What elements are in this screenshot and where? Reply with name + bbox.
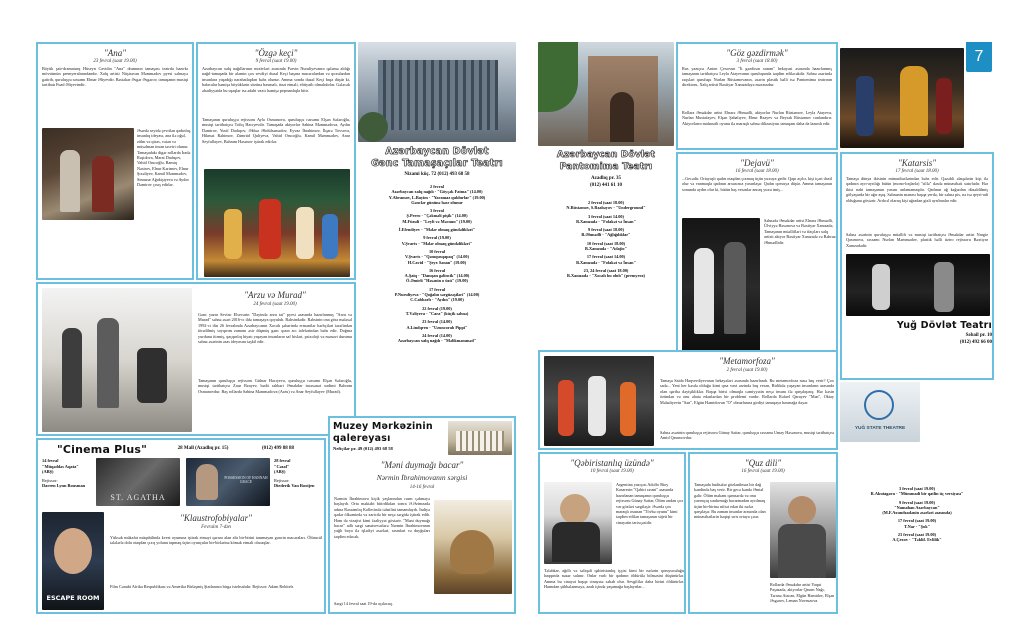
schedule-entry [358, 333, 516, 344]
article-title: "Quz dili" [744, 458, 782, 468]
schedule-line: Azərbaycan xalq nağılı - "Göyçək Fatma" (14.00) [391, 189, 483, 195]
theatre-name: Azərbaycan Dövlət [556, 150, 656, 160]
theatre-address: Səbail pr. 10 [965, 333, 992, 338]
article-body: Tamaşa Saida Haqverdiyevanın hekayələri əsasında hazırlanıb. Bu metamorfoza nəsə baş verir? Çox sadə... Yeni her kəsdə olduğu kimi qısa vaxt ərzində baş verən, Birlikdə yaşayan insanların arasında olan qəribə dəyişikliklər. Başqa birisi olmaqla cəmiyyətin neçə insanı ilə qarşılaşırıq. Hər kəsin özündən və onu əhatə edənlərdən bir problemi vardır. Rollarda Rəfael Qarayev "Mən", Oktay Məhəliyevin "Sən", Elgün Həmidovun "O" obrazlarına girdiyi tamaşaya baxmağa dəyər. [660, 378, 834, 405]
schedule-date: 2 fevral (saat 18.00) [587, 200, 625, 205]
article-date: 9 fevral (saat 19.00) [255, 59, 297, 64]
goz-gezdirmek-photo [840, 48, 964, 148]
cinema-name: "Cinema Plus" [56, 443, 148, 456]
schedule-date: 9 fevral (19.00) [423, 235, 451, 241]
schedule-line: A.Çexov - "Təklif. Evlilik" [892, 537, 942, 543]
schedule-date: 2 fevral [430, 184, 444, 189]
gallery-name: Muzey Mərkəzinin [333, 421, 433, 432]
schedule-line: T.Vəliyeva - "Cara" (küçik səhnə) [405, 310, 469, 316]
schedule-entry [840, 532, 994, 543]
film-director-label: Rejissor: [274, 477, 290, 483]
qebiristanliq-article [538, 452, 686, 614]
article-body: Film Cənubi Afrika Respublikası və Amerika Birləşmiş Ştatlarının birgə istehsalıdır. Rejissor: Adam Robitels [110, 584, 294, 589]
article-title: "Arzu və Murad" [244, 290, 306, 300]
katarsis-photo [846, 254, 990, 316]
schedule-date: 10 fevral (saat 18.00) [586, 240, 626, 246]
film-info [42, 458, 92, 489]
cinema-address: 28 Mall (Azadlıq pr. 15) [177, 446, 229, 451]
schedule-line: V.Şvarts - "Mələr olmaq gündəlikləri" [401, 240, 473, 246]
dejavu-article [676, 152, 838, 380]
article-body: Səhnədə Əməkdar artist Elnarə Əhmədli, Ülviyyə Həsənova və Bəxtiyar Xanızadə, Tamaşanın müəllifləri və ifaçıları xalq artisti aktyor Bəxtiyar Xanızadə və Bəhruz Əhmədlidir. [764, 218, 836, 245]
article-date: 16 fevral (saat 18.00) [735, 169, 779, 174]
article-body: Nərmin İbrahimova kiçik yaşlarından rəsm çəkməyə başlayıb. Orta məktəbi bitirdikdən sonra Ə.Əzimzadə adına Rəssamlıq Kollecində təhsilini tamamlayıb. İndiyə qədər ölkəmizdə və xaricdə bir neçə sərgidə iştirak edib. Ham də vizajist kimi fəaliyyət göstərir. "Məni duymağı bacar" adlı sərgi sənətsevərlərə Nərmin İbrahimovanın yağlı boya ilə işlədiyi əsərləri, rəsmləri və duyğuları təqdim edəcək. [334, 496, 430, 539]
film-country: (ABŞ) [274, 469, 286, 475]
schedule-line: B.Xanızadə - "Adajio" [585, 246, 627, 252]
schedule-line: B.Xanızadə - "Xocalı bu olub" (premyera) [567, 273, 645, 279]
theatre-phone: (012) 492 66 00 [959, 340, 992, 345]
cinema-plus-section [36, 438, 326, 614]
article-footer: Sərgi 14 fevral saat 19-da açılacaq. [334, 601, 393, 606]
schedule-date: 16 fevral [428, 267, 446, 273]
page-number: 7 [966, 42, 992, 72]
schedule-date: 9 fevral (saat 19.00) [898, 499, 936, 505]
painting-photo [434, 500, 512, 594]
schedule-line: A.Şaiq - "Danışan gəlincik" (14.00) [404, 273, 470, 279]
article-title: "Göz gəzdirmək" [726, 48, 788, 58]
film-director: Diederik Van Rooijen [274, 483, 315, 489]
sign-text: YUĞ STATE THEATRE [854, 426, 906, 431]
poster-title: ST. AGATHA [110, 493, 166, 502]
article-title: "Klaustrofobiyalar" [180, 513, 252, 523]
theatre-yug-schedule [840, 486, 994, 614]
theatre-name: Pantomima Teatrı [559, 162, 653, 172]
schedule-line: Azərbaycan xalq nağılı - "Məlikməmməd" [397, 338, 477, 344]
schedule-line: Ş.Perro - "Çəkməli pişik" (14.00) [406, 213, 468, 219]
theatre-address: Azadlıq pr. 35 [591, 176, 621, 181]
theatre-name: Gənc Tamaşaçılar Teatrı [371, 158, 503, 169]
film-date: 14 fevral [42, 458, 59, 463]
schedule-line: B.Xanızadə - "Folakət və İnsan" [576, 218, 636, 224]
schedule-line: C.Cabbarlı - "Aydın" (19.00) [410, 297, 464, 303]
article-date: 17 fevral (saat 18.00) [895, 169, 939, 174]
schedule-line: (M.F.Axundzadənin əsərləri əsasında) [882, 510, 952, 516]
article-body: Azərbaycan xalq nağıllarının motivləri əsasında Pərvin Nuruliyevanın qələmə aldığı nağıl-tamaşada bir aləmin çox sevdiyi duzəl Keçi başına macəralardan və qoxulardan insanlara yaşadığı narahatlıqdan bəhs olunur. Amma sonda duzəl Keçi başa düşür ki, balacalar həmişə böyüklərin sözünə baxmalı, itaət etməli, ehtiyatlı olmalıdırlar. Gələcək əbədiyyatda bu uşaqlar isə ədəbi vaxtı həmişə peşmanlıqla bitir. [202, 66, 350, 93]
schedule-line: N.Rüstəmov, S.Rzabəyov - "Underground" [566, 205, 646, 211]
article-title: "Metamorfoza" [719, 356, 775, 366]
schedule-line: T.Nar - "Şok" [904, 523, 930, 529]
article-date: 2 fevral (saat 19.00) [726, 368, 768, 373]
article-body: Tələbkar, ağıllı və səliqəli qəbiristanlıq işçisi kimi bir nəfərin qoruyuculuğu haqqında nəzər salınır. Onlar varlı bir qadının öldürülə bilməsini düşünürlər. Amma bu cinayət başqa cinayətə səbəb olur. Sevgililər daha birini öldürürlər. Hamıdan şübhələnməyə, azab içində yaşamağa başlayırlar... [544, 568, 684, 590]
qebiristanliq-photo [544, 482, 612, 564]
schedule-line: V.Şvarts - "Qəmqusqapaq" (14.00) [404, 254, 470, 260]
katarsis-article [840, 152, 994, 380]
schedule-date: 23, 24 fevral (saat 18.00) [583, 267, 629, 273]
theatre-address: Nizami küç. 72 (012) 493 68 58 [404, 172, 470, 177]
gallery-building-photo [448, 421, 512, 455]
article-date: 24 fevral (saat 19.00) [253, 302, 297, 307]
ozge-keci-article [196, 42, 356, 280]
schedule-entry [358, 306, 516, 317]
schedule-line: Ö.Əmirli "Həsənin o üzü" (19.00) [406, 278, 468, 284]
film-director-label: Rejissor: [42, 477, 58, 483]
film-title: "Cəzal" [274, 463, 290, 469]
gallery-address: Neftçilər pr. 49 (012) 493 68 58 [333, 446, 393, 451]
article-body: Rus yazıçısı Anton Çexovun "İt gəzdirən xanım" hekayəsi əsasında hazırlanmış tamaşanın tərtibatçısı Leyla Atayevanın quruluşunda təqdim ediləcəkdir. Səhnə əsərində rəqsləri quruluşu Nurlan Rüstəmovanın, əsərin plastik həlli isə Pantomima teatrının direktoru, Xalq artisti Bəxtiyar Xanızadəyə məxsusdur. [682, 66, 832, 88]
theatre-pantomima-section [538, 42, 674, 217]
left-page [36, 42, 516, 614]
schedule-date: 23 fevral (saat 19.00) [897, 532, 937, 538]
schedule-line: A.Lindqren - "Uzuncorab Pippi" [406, 324, 468, 330]
schedule-entry [538, 214, 674, 225]
schedule-line: M.Füzuli - "Leyli və Məcnun" (19.00) [402, 218, 472, 224]
schedule-date: 3 fevral (saat 14.00) [587, 213, 625, 219]
article-body: Böyük şair-dramaturq Hüseyn Cavidin "Ana" dramının tamaşası teatrda hazırkı mövsümün premyeralarındandır. Xalq artisti Nüşirəvan Məmmədov pyesi səhnəyə gətirib, quruluşçu rəssamı Elmar Əliyevdir. Bəstəkar Əsgər Əsgərov, tamaşanın musiqi tərtibatı Fuad Əliyevindir. [42, 66, 188, 88]
schedule-date: 17 fevral (saat 19.00) [897, 518, 937, 524]
schedule-entry [840, 486, 994, 497]
article-body: Yüksək mükafat müqabilində kvest oyununa iştirak etməyi qərara alan altı bir-birini tanımayan gəncin macəraları. Ölümcül tələlərlə dolu otaqdan çıxış yolunu tapmaq üçün oyunçular bir-birlərinə kömək etməli olacaqlar. [110, 535, 322, 546]
film-poster [96, 458, 180, 506]
theatre-building-photo [358, 42, 516, 142]
article-body: Tamaşanın quruluşçu rejissoru Gülnar Hacıyeva, quruluşçu rəssamı Elşən Səfəroğlu, musiqi tərtibatçısı Zaur Rzayev, bədii rəhbəri Əməkdar incəsənət xadimi Bəhram Osmanovdur. Baş rollarda Sabina Məmmədova (Arzu) və Anar Seyfullayev (Murad). [198, 378, 352, 394]
schedule-date: 24 fevral (14.00) [422, 332, 452, 338]
ana-photo [42, 128, 134, 220]
article-body: ...Gecədir. Ortayaşlı qadın otaqdan çıxmaq üçün yuxuya gedir. Qapı açılır, kişi içəri daxil olur və vanmaqla qadının arxasınca yaxınlaşır. Qadın qorxuya düşür. Amma tamaşanın sonunda aydın olur ki, bütün baş verənlər ancaq yuxu imiş... [682, 176, 832, 192]
schedule-entry [538, 268, 674, 279]
article-body: Səhnə əsərinin quruluşçu müəllifi və musiqi tərtibatçısı Əməkdar artist Nargiz Qasımova, rəssamı Nurlan Məmmədov, plastik həlli tiztro rejissoru Bəxtiyar Xanızadədir. [846, 232, 988, 248]
film-date: 28 fevral [274, 458, 291, 463]
dejavu-photo [682, 218, 760, 356]
schedule-entry [358, 268, 516, 284]
schedule-entry [358, 319, 516, 330]
poster-title: ESCAPE ROOM [46, 594, 100, 602]
schedule-line: B.Əhmədli - "Ağlığılıklar" [581, 232, 631, 238]
schedule-date: 17 fevral (saat 14.00) [586, 254, 626, 260]
goz-gezdirmek-article [676, 42, 838, 150]
muzey-section [328, 416, 516, 614]
schedule-line: Y.Abramov, L.Bayim - "Yaramaz quldurlar" (19.00) [388, 194, 486, 200]
article-body: Gənc yazar Sevinc Elsevərin "Dəyində arzu tat" pyesi əsasında hazırlanmış "Arzu və Murad" səhnə əsəri 2016-cı ildə tamaşaya qoyulub. Bəhsindədir. Rəbsinin ona görə mələsəl 1992-ci ilin 26 fevralında Azərbaycanın Xocalı şəhərində ermənilər hərbçiləri tərəfindən törədilmiş soyqırım zamanı əsir düşmüş gənc qızın acı talelərindən bəhs edir. Doğma yurdunu itirmiş, qaçqınlıq hiyatı yaşayan insanların saf hisləri, psixoloji və mənəvi durumu səhnə əsərinin əsas ideyasını təşkil edir. [198, 312, 352, 345]
schedule-entry [358, 208, 516, 224]
article-body: Tamaşada hadisələr gözlənilməz bir dağ kəndində baş verir. Bir gecə kəndə Əmtəl gəlir. Ölüm məkanı qəmsərdə və onu yarımçıq sındırmağı bacarmadan ayrılmaq üçün bir-birinə nifrət edən iki nəfər qarşılaşır. Bu zaman insanlar arasında olan münasibətlərin həqiqi sırrı ortaya çıxır. [694, 482, 766, 520]
schedule-entry [358, 235, 516, 246]
schedule-line: P.Nuruliyeva - "Qoğalın sərgüzəştləri" (14.00) [394, 292, 480, 298]
schedule-date: 17 fevral [428, 286, 446, 292]
schedule-date: 3 fevral [430, 208, 444, 214]
article-body: Səhnə əsərinin quruluşçu rejissoru Günay Səttar, quruluşçu rəssamı Umay Həsənova, musiqi tərtibatçısı Amid Qasımovdur. [660, 430, 834, 441]
article-title: "Qəbiristanlıq üzündə" [570, 458, 654, 468]
schedule-entry [538, 227, 674, 238]
theatre-building-photo [538, 42, 674, 146]
film-poster [186, 458, 270, 506]
schedule-entry [358, 184, 516, 205]
schedule-line: İ.Efendiyev - "Mələr olmaq gündəlikləri" [398, 227, 476, 233]
article-date: 10 fevral (saat 19.00) [590, 469, 634, 474]
article-body: Tamaşanın quruluşçu rejissoru Ayla Osmanova, quruluşçu rəssamı Elşən Səfəroğlu, musiqi tərtibatçısı Tofiq Hacıyevdir. Tamaşada aktyorlar Sabina Məmmədova, Aydın Dəmirov, Yusif Dadaşov, Əkbər Əbdülsəmədov, Eyvaz İbrahimov, İlqarə Tovsova, Hikmət Rəhimov, Zümrüd Quliyeva, Vahid Orucoğlu, Kamil Məmmədov, Anar Seyfullayev, Bəhram Həsənov iştirak edirlər. [202, 117, 350, 144]
schedule-date: 22 fevral (19.00) [422, 305, 452, 311]
theatre-pantomima-schedule [538, 200, 674, 350]
article-body: Əsərdə seyidə çevrilən qadınlıq, insanlıq ideyası, ana ilə oğul, zülm və qisas, vətən və müsəlman insan təsviri olunur. Tamaşadakı digər rollarda İradə Rəşidova, Marat Dadaşov, Vahid Orucoğlu, Ramiq Nəsirov, Elnur Kərimov, Elnur Şıxəliyev, Kamil Məmmədov, Simuzər Ağakişiyeva və Aydın Dəmirov çıxış edirlər. [137, 128, 191, 188]
article-date: 3 fevral (saat 18.00) [736, 59, 778, 64]
film-title: "Müqəddəs Aqata" [42, 463, 79, 469]
article-body: Rollara Əməkdar artist Elnarə Əhmədli, aktyorlar Nurlan Rüstəmov, Leyla Atayeva, Nurlan Mustafayev, Elşən Şahalıyev, Elnur Rzayev və Beyrək Rüstəmov canlandırır. Aktyorların maharətli oyunu ilə maraqlı səhnə dilizasiyası tamaşanı daha da lazımlı edir. [682, 110, 832, 126]
schedule-entry [538, 241, 674, 252]
article-date: 23 fevral (saat 19.00) [93, 59, 137, 64]
quz-dili-article [688, 452, 838, 614]
film-country: (ABŞ) [42, 469, 54, 475]
arzu-murad-photo [42, 288, 192, 432]
schedule-entry [840, 500, 994, 516]
article-subtitle: Nərmin İbrahimovanın sərgisi [376, 473, 468, 482]
schedule-line: H.Cavid - "Şeyx Sənan" (19.00) [407, 259, 467, 265]
ana-article [36, 42, 194, 280]
schedule-line: R.Akutagava - "Mümmadi bir qatlin üç versiyası" [870, 491, 964, 497]
theatre-name: Azərbaycan Dövlət [385, 146, 489, 157]
article-title: "Dejavü" [740, 158, 774, 168]
schedule-line: Gənclər gününə həsr olunur [411, 199, 463, 205]
article-date: 14-16 fevral [409, 485, 435, 490]
ozge-keci-photo [204, 169, 350, 277]
metamorfoza-photo [544, 356, 654, 446]
schedule-entry [358, 227, 516, 232]
article-body: Argentina yazıçısı Adolfo Bioy Kasaresin "Qəbiri rəsmi" əsasında hazırlanan tamaşanın quruluşçu rejissoru Günay Səttar, Ölüm ondan çox var gözləri sərgiləşir. Əsərdə çox maraqlı oxunan "Tövbə oyunu" kimi təqdim edilən tamaşanın süjeti bir cinayətin tarixçəsidir. [616, 482, 684, 525]
article-body: Tamaşa dünya ikisinin münasibətlərindən bəhs edir. Qəzəbli əlaqələrin kişi ilə qadının ayrı-ayrılığı bütün (mono-loqlarla) "sillə" dəsdə münasibəti xatırladır. Hər ikisi nahi tamaşamın yaxını anlamamaqdır. Qadının ağ kağızdan düzəldilmiş gölyaşarda bir ağır aşıq. Səhnənin mənası başqa yerdə, bir səhnə pis, nə isə qeyri-adi olduğunu göstərir. Ardıcıl olaraq kişi uğradan gizli ayrılmalar edir. [846, 176, 988, 203]
article-date: 16 fevral (saat 19.00) [741, 469, 785, 474]
quz-dili-photo [770, 482, 836, 578]
schedule-line: "Namahan Azərbaycan" [894, 504, 940, 510]
schedule-date: 9 fevral (saat 18.00) [587, 227, 625, 233]
schedule-date: 3 fevral (saat 19.00) [898, 486, 936, 491]
article-title: "Məni duymağı bacar" [380, 460, 464, 470]
cinema-phone: (012) 499 88 88 [261, 446, 295, 451]
schedule-entry [358, 287, 516, 303]
film-poster [42, 512, 104, 610]
metamorfoza-article [538, 350, 838, 450]
article-body: Rollarda Əməkdar artist Yaqut Paşazadə, aktyorlar Qasım Nağı, Təranə Atacan, Elgün Həmidov, Elşən Əsgərov, Leman Novruzova. [770, 582, 835, 604]
film-director: Darren Lynn Bousman [42, 483, 86, 489]
article-title: "Özgə keçi" [254, 48, 298, 58]
poster-title: POSSESSION OF HANNAH GRACE [224, 476, 268, 485]
schedule-entry [840, 518, 994, 529]
arzu-murad-article [36, 282, 356, 436]
yug-sign-photo [840, 382, 920, 442]
article-title: "Katarsis" [897, 158, 937, 168]
schedule-entry [538, 200, 674, 211]
gallery-name: qalereyası [333, 433, 391, 444]
schedule-date: 10 fevral [428, 248, 446, 254]
article-title: "Ana" [103, 48, 127, 58]
article-date: Fevralın 7-dən [201, 525, 231, 530]
schedule-entry [358, 249, 516, 265]
film-info [274, 458, 324, 489]
theatre-name: Yuğ Dövlət Teatrı [896, 320, 992, 331]
schedule-entry [538, 254, 674, 265]
schedule-date: 23 fevral (14.00) [422, 319, 452, 325]
right-page [538, 42, 994, 614]
schedule-line: B.Xanızadə - "Folakət və İnsan" [576, 259, 636, 265]
theatre-phone: (012) 441 61 10 [589, 183, 623, 188]
